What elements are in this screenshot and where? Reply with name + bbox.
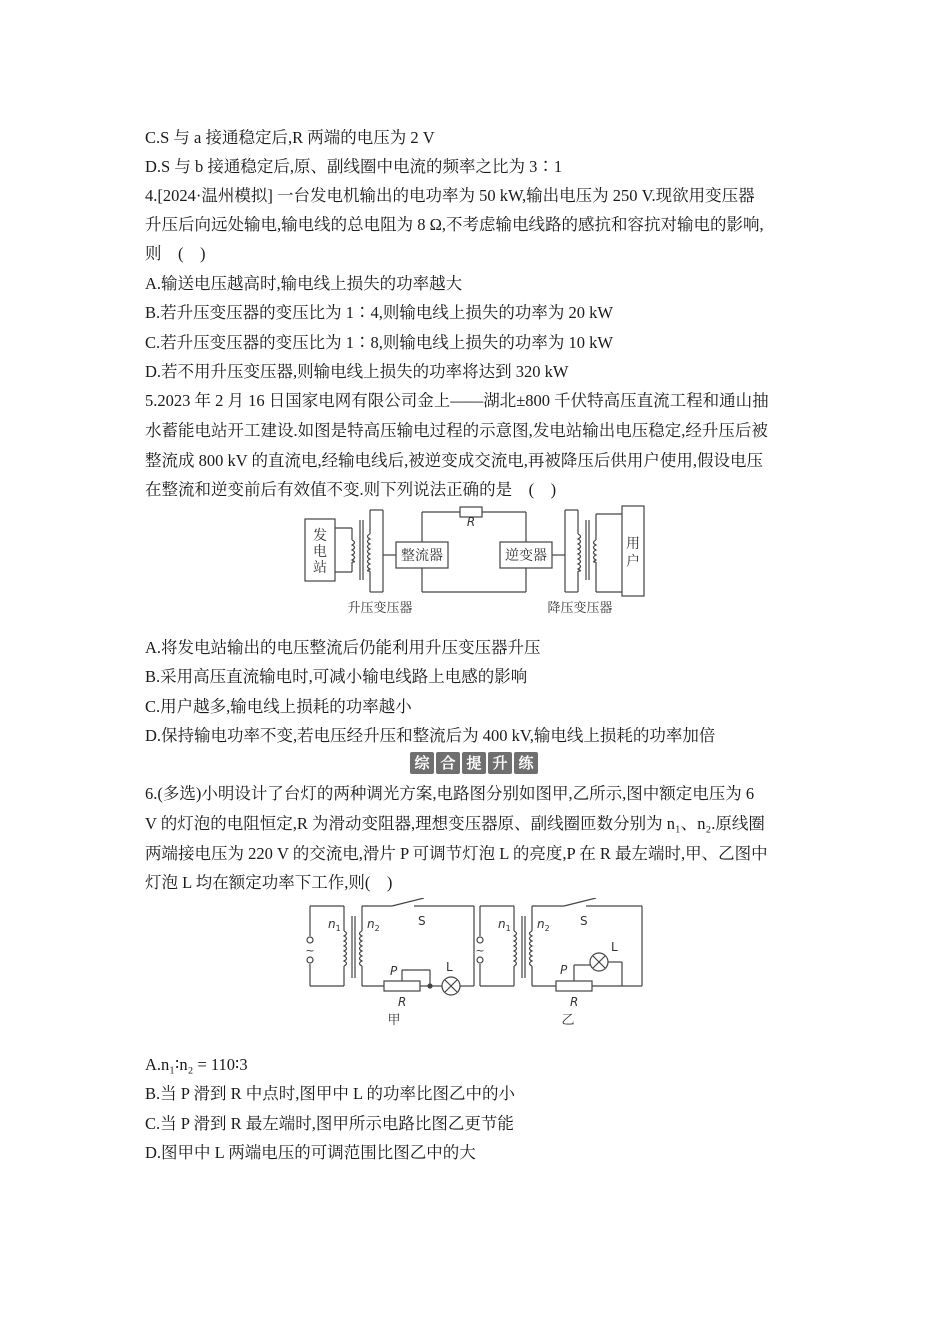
q4-line-2: 升压后向远处输电,输电线的总电阻为 8 Ω,不考虑输电线路的感抗和容抗对输电的影响, xyxy=(145,215,764,234)
banner-char-3: 提 xyxy=(462,752,486,774)
circuit-a-lamp-label: L xyxy=(446,960,453,974)
q5-line-3: 整流成 800 kV 的直流电,经输电线后,被逆变成交流电,再被降压后供用户使用,假设电压 xyxy=(145,451,763,470)
text-line-2: D.S 与 b 接通稳定后,原、副线圈中电流的频率之比为 3∶1 xyxy=(145,157,563,176)
section-banner xyxy=(410,752,538,774)
q6-option-a: A.n₁∶n₂ = 110∶3 xyxy=(145,1055,248,1074)
q5-option-d: D.保持输电功率不变,若电压经升压和整流后为 400 kV,输电线上损耗的功率加倍 xyxy=(145,726,716,745)
q5-line-1: 5.2023 年 2 月 16 日国家电网有限公司金上——湖北±800 千伏特高压直流工程和通山抽 xyxy=(145,391,769,410)
circuit-a-n1-label: $n_1$ xyxy=(328,917,341,933)
circuit-b-source: ~ xyxy=(475,944,485,957)
q5-option-a: A.将发电站输出的电压整流后仍能利用升压变压器升压 xyxy=(145,638,541,657)
circuit-a-switch xyxy=(392,898,424,906)
circuit-b-terminal-bottom xyxy=(477,957,483,963)
circuit-a-terminal-top xyxy=(307,937,313,943)
q5-option-c: C.用户越多,输电线上损耗的功率越小 xyxy=(145,697,412,716)
q4-line-3: 则 ( ) xyxy=(145,244,206,263)
q4-option-d: D.若不用升压变压器,则输电线上损失的功率将达到 320 kW xyxy=(145,362,569,381)
station-label-1: 发 xyxy=(313,528,327,544)
circuit-b-rheostat xyxy=(556,981,592,991)
circuit-b-lamp-label: L xyxy=(611,940,618,954)
circuit-b-n1-label: $n_1$ xyxy=(498,917,511,933)
step-up-primary-coil xyxy=(352,540,355,562)
q4-line-1: 4.[2024·温州模拟] 一台发电机输出的电功率为 50 kW,输出电压为 250 V.现欲用变压器 xyxy=(145,186,755,205)
circuit-a-n2-label: $n_2$ xyxy=(367,917,380,933)
circuit-a-rheostat xyxy=(384,981,420,991)
circuit-b-terminal-top xyxy=(477,937,483,943)
circuit-b-resistor-label: R xyxy=(570,995,579,1009)
q6-option-c: C.当 P 滑到 R 最左端时,图甲所示电路比图乙更节能 xyxy=(145,1114,514,1133)
user-label-2: 户 xyxy=(626,554,640,570)
q4-option-b: B.若升压变压器的变压比为 1∶4,则输电线上损失的功率为 20 kW xyxy=(145,303,613,322)
circuit-b-slider-label: P xyxy=(560,963,568,977)
circuit-b-primary-coil xyxy=(514,931,517,966)
circuit-b-n2-label: $n_2$ xyxy=(537,917,550,933)
inverter-label: 逆变器 xyxy=(505,548,547,564)
circuit-a-slider-label: P xyxy=(390,964,398,978)
station-label-2: 电 xyxy=(313,544,327,560)
station-label-3: 站 xyxy=(313,560,327,576)
q4-option-a: A.输送电压越高时,输电线上损失的功率越大 xyxy=(145,274,463,293)
q5-option-b: B.采用高压直流输电时,可减小输电线路上电感的影响 xyxy=(145,667,528,686)
step-down-primary-coil xyxy=(578,534,581,571)
step-down-label: 降压变压器 xyxy=(547,601,613,616)
circuit-b-switch-label: S xyxy=(580,914,588,928)
q5-line-4: 在整流和逆变前后有效值不变.则下列说法正确的是 ( ) xyxy=(145,480,557,499)
circuit-a-switch-label: S xyxy=(418,914,426,928)
q6-line-1: 6.(多选)小明设计了台灯的两种调光方案,电路图分别如图甲,乙所示,图中额定电压为 6 xyxy=(145,784,755,803)
banner-char-1: 综 xyxy=(410,752,434,774)
circuit-b-switch xyxy=(564,898,596,906)
circuit-b-secondary-coil xyxy=(530,931,533,966)
circuit-a-secondary-coil xyxy=(360,931,363,966)
rectifier-label: 整流器 xyxy=(401,548,443,564)
user-label-1: 用 xyxy=(626,536,640,552)
q6-option-b: B.当 P 滑到 R 中点时,图甲中 L 的功率比图乙中的小 xyxy=(145,1084,516,1103)
q6-line-2: V 的灯泡的电阻恒定,R 为滑动变阻器,理想变压器原、副线圈匝数分别为 n₁、n₂.原线圈 xyxy=(145,814,765,833)
circuit-a-caption: 甲 xyxy=(387,1013,401,1028)
banner-char-2: 合 xyxy=(436,752,460,774)
transmission-diagram xyxy=(300,500,650,622)
circuit-b-caption: 乙 xyxy=(561,1013,575,1028)
step-up-label: 升压变压器 xyxy=(347,601,413,616)
text-line-1: C.S 与 a 接通稳定后,R 两端的电压为 2 V xyxy=(145,128,435,147)
q4-option-c: C.若升压变压器的变压比为 1∶8,则输电线上损失的功率为 10 kW xyxy=(145,333,613,352)
resistor-label: R xyxy=(466,515,476,529)
q6-line-4: 灯泡 L 均在额定功率下工作,则( ) xyxy=(145,873,393,892)
step-up-secondary-coil xyxy=(368,534,371,571)
banner-char-4: 升 xyxy=(488,752,512,774)
circuit-a-terminal-bottom xyxy=(307,957,313,963)
q6-line-3: 两端接电压为 220 V 的交流电,滑片 P 可调节灯泡 L 的亮度,P 在 R 最左端时,甲、乙图中 xyxy=(145,844,768,863)
banner-char-5: 练 xyxy=(514,752,538,774)
q6-option-d: D.图甲中 L 两端电压的可调范围比图乙中的大 xyxy=(145,1143,476,1162)
circuit-a-primary-coil xyxy=(344,931,347,966)
circuit-a-resistor-label: R xyxy=(398,995,407,1009)
step-down-secondary-coil xyxy=(594,540,597,562)
q5-line-2: 水蓄能电站开工建设.如图是特高压输电过程的示意图,发电站输出电压稳定,经升压后被 xyxy=(145,421,768,440)
dimmer-circuits xyxy=(302,898,647,1032)
circuit-a-source: ~ xyxy=(305,944,315,957)
